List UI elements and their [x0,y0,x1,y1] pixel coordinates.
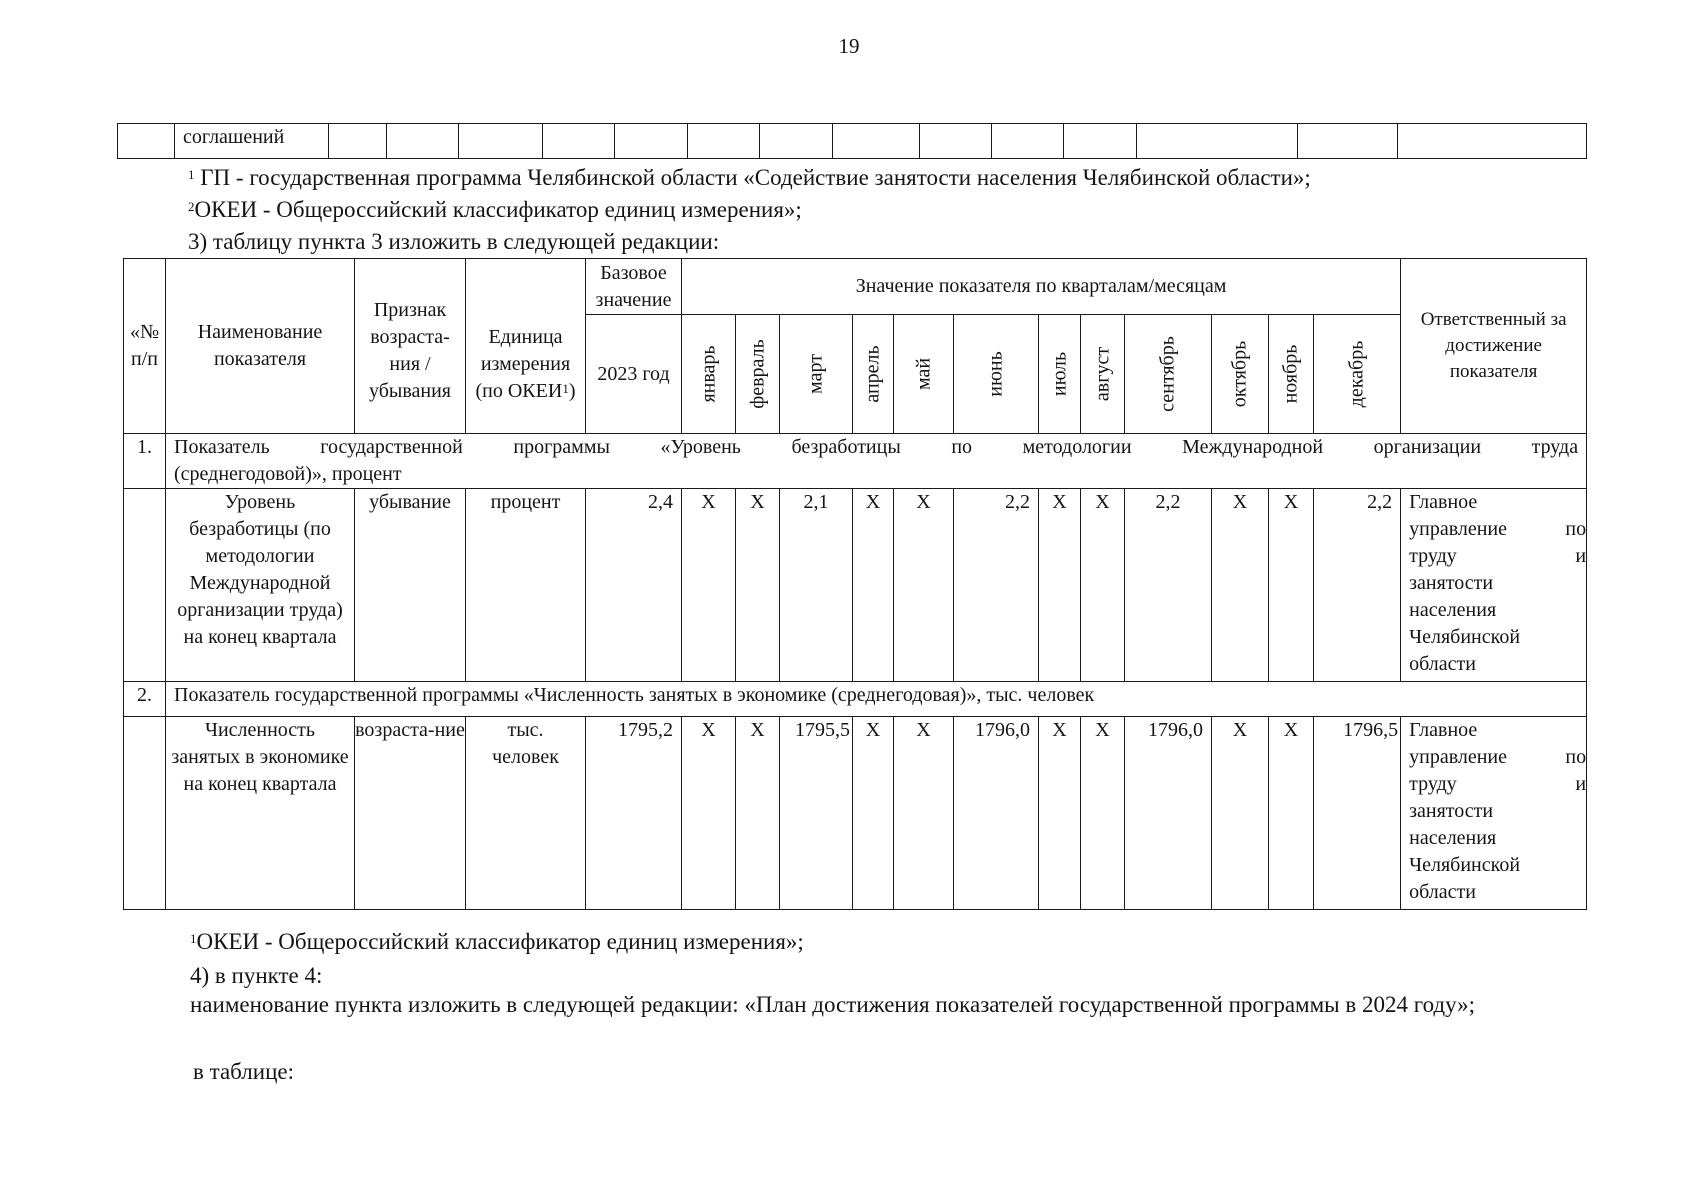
header-num: «№ п/п [124,259,166,434]
value-cell: X [736,717,780,910]
header-month-aug: август [1081,315,1125,434]
indicator-unit: процент [466,489,586,682]
value-cell: 2,2 [1125,489,1212,682]
item-4-paragraph: наименование пункта изложить в следующей редакции: «План достижения показателей государственной программы в 2024 году»; [190,992,1476,1017]
header-base-year: 2023 год [586,315,682,434]
indicator-name: Численность занятых в экономике на конец квартала [166,717,355,910]
header-sign: Признак возраста-ния / убывания [355,259,466,434]
value-cell: 1796,0 [1125,717,1212,910]
section-title: Показатель государственной программы «Численность занятых в экономике (среднегодовая)», тыс. человек [166,682,1587,717]
table-label: в таблице: [193,1059,294,1084]
header-month-jul: июль [1039,315,1081,434]
responsible-cell: Главное управление по труду и занятости населения Челябинской области [1401,717,1587,910]
value-cell: X [1212,717,1269,910]
value-cell: X [1039,717,1081,910]
indicator-sign: убывание [355,489,466,682]
section-row [124,682,1587,717]
section-number: 2. [124,682,166,717]
footnote-okei: $^2$ОКЕИ - Общероссийский классификатор единиц измерения»; [188,197,802,222]
value-cell: X [1039,489,1081,682]
header-month-oct: октябрь [1212,315,1269,434]
value-cell: X [853,717,894,910]
indicator-unit: тыс. человек [466,717,586,910]
section-title: Показатель государственной программы «Уровень безработицы по методологии Международной организации труда (среднегодовой)», процент [166,434,1587,489]
table-row [124,717,1587,910]
indicator-base: 1795,2 [586,717,682,910]
header-base: Базовое значение [586,259,682,315]
section-number: 1. [124,434,166,489]
page-number: 19 [838,34,860,58]
item-3-text: 3) таблицу пункта 3 изложить в следующей редакции: [188,229,720,254]
header-month-mar: март [780,315,853,434]
header-month-jan: январь [682,315,736,434]
value-cell: X [853,489,894,682]
value-cell: X [1269,489,1314,682]
indicators-table [123,258,1587,910]
header-month-dec: декабрь [1314,315,1401,434]
value-cell: 2,2 [954,489,1039,682]
value-cell: X [1212,489,1269,682]
indicator-name: Уровень безработицы (по методологии Международной организации труда) на конец квартала [166,489,355,682]
table-row [124,489,1587,682]
header-unit: Единица измерения (по ОКЕИ$^1$) [466,259,586,434]
header-values-group: Значение показателя по кварталам/месяцам [682,259,1401,315]
indicator-base: 2,4 [586,489,682,682]
value-cell: X [1081,489,1125,682]
header-month-feb: февраль [736,315,780,434]
empty-cell [118,124,175,159]
value-cell: X [894,489,954,682]
footnote-okei-bottom: $^1$ОКЕИ - Общероссийский классификатор единиц измерения»; [190,929,804,954]
value-cell: X [682,489,736,682]
section-row [124,434,1587,489]
value-cell: 2,1 [780,489,853,682]
value-cell: 2,2 [1314,489,1401,682]
header-month-apr: апрель [853,315,894,434]
responsible-cell: Главное управление по труду и занятости населения Челябинской области [1401,489,1587,682]
value-cell: X [682,717,736,910]
value-cell: X [1269,717,1314,910]
footnote-gp: $^1$ ГП - государственная программа Челябинской области «Содействие занятости населения Челябинской области»; [188,165,1311,190]
value-cell: 1796,5 [1314,717,1401,910]
header-month-nov: ноябрь [1269,315,1314,434]
header-month-sep: сентябрь [1125,315,1212,434]
item-4-text: 4) в пункте 4: [190,963,323,988]
value-cell: X [894,717,954,910]
header-month-may: май [894,315,954,434]
fragment-cell-text: соглашений [175,124,329,159]
value-cell: X [736,489,780,682]
value-cell: 1795,5 [780,717,853,910]
header-responsible: Ответственный за достижение показателя [1401,259,1587,434]
value-cell: X [1081,717,1125,910]
value-cell: 1796,0 [954,717,1039,910]
header-name: Наименование показателя [166,259,355,434]
previous-table-fragment [117,123,1587,159]
indicator-sign: возраста-ние [355,717,466,910]
header-month-jun: июнь [954,315,1039,434]
